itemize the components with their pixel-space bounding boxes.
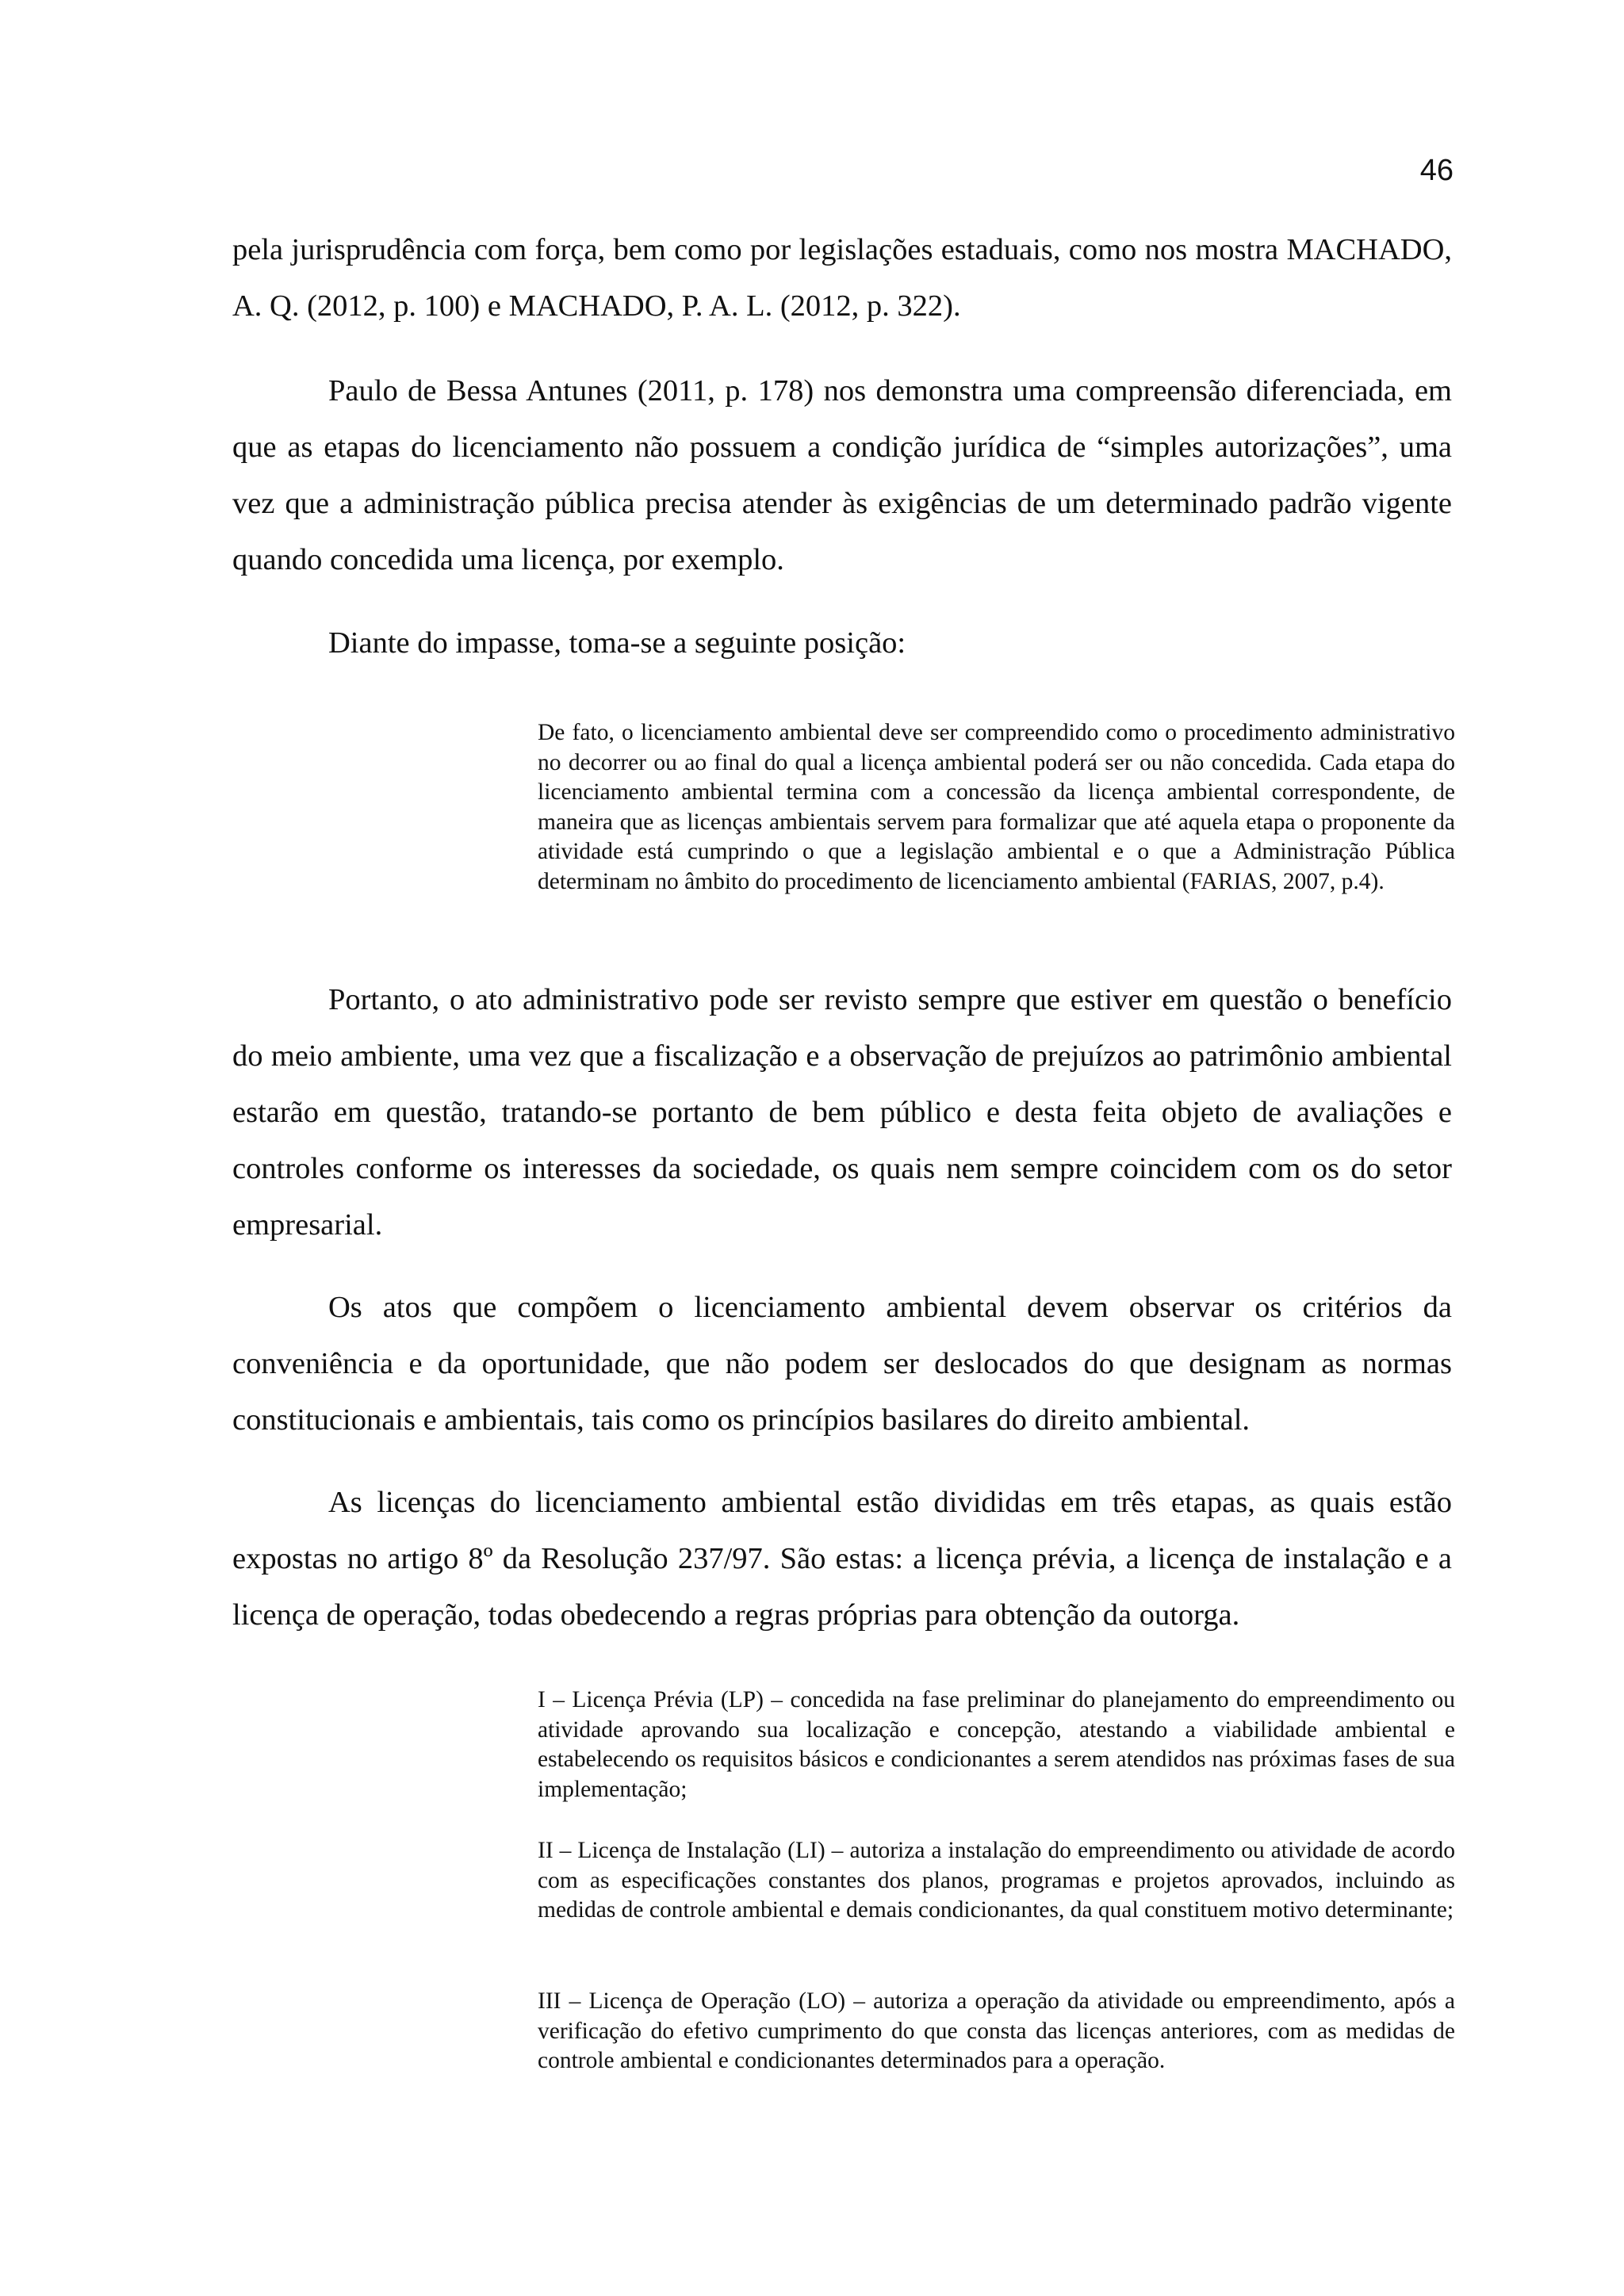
paragraph-administrative-act: Portanto, o ato administrativo pode ser revisto sempre que estiver em questão o benefício do meio ambiente, uma vez que a fiscalização e a observação de prejuízos ao patrimônio ambiental estarão em questão, tratando-se portanto de bem público e desta feita objeto de avaliações e controles conforme os interesses da sociedade, os quais nem sempre coincidem com os do setor empresarial. bbox=[232, 983, 1452, 1242]
paragraph-antunes: Paulo de Bessa Antunes (2011, p. 178) nos demonstra uma compreensão diferenciada, em que as etapas do licenciamento não possuem a condição jurídica de “simples autorizações”, uma vez que a administração pública precisa atender às exigências de um determinado padrão vigente quando concedida uma licença, por exemplo. bbox=[232, 374, 1452, 576]
paragraph-position: Diante do impasse, toma-se a seguinte posição: bbox=[328, 626, 906, 660]
paragraph-continuation: pela jurisprudência com força, bem como por legislações estaduais, como nos mostra MACHADO, A. Q. (2012, p. 100) e MACHADO, P. A. L. (2012, p. 322). bbox=[232, 233, 1452, 323]
block-quote-license-lp: I – Licença Prévia (LP) – concedida na fase preliminar do planejamento do empreendimento ou atividade aprovando sua localização e concepção, atestando a viabilidade ambiental e estabelecendo os requisitos básicos e condicionantes a serem atendidos nas próximas fases de sua implementação; bbox=[538, 1687, 1455, 1802]
block-quote-license-li: II – Licença de Instalação (LI) – autoriza a instalação do empreendimento ou atividade de acordo com as especificações constantes dos planos, programas e projetos aprovados, incluindo as medidas de controle ambiental e demais condicionantes, da qual constituem motivo determinante; bbox=[538, 1838, 1455, 1923]
block-quote-license-lo: III – Licença de Operação (LO) – autoriza a operação da atividade ou empreendimento, após a verificação do efetivo cumprimento do que consta das licenças anteriores, com as medidas de controle ambiental e condicionantes determinados para a operação. bbox=[538, 1988, 1455, 2073]
paragraph-license-stages: As licenças do licenciamento ambiental estão divididas em três etapas, as quais estão expostas no artigo 8º da Resolução 237/97. São estas: a licença prévia, a licença de instalação e a licença de operação, todas obedecendo a regras próprias para obtenção da outorga. bbox=[232, 1486, 1452, 1632]
page-number: 46 bbox=[1419, 154, 1454, 187]
paragraph-criteria: Os atos que compõem o licenciamento ambiental devem observar os critérios da conveniência e da oportunidade, que não podem ser deslocados do que designam as normas constitucionais e ambientais, tais como os princípios basilares do direito ambiental. bbox=[232, 1291, 1452, 1437]
block-quote-farias: De fato, o licenciamento ambiental deve ser compreendido como o procedimento administrativo no decorrer ou ao final do qual a licença ambiental poderá ser ou não concedida. Cada etapa do licenciamento ambiental termina com a concessão da licença ambiental correspondente, de maneira que as licenças ambientais servem para formalizar que até aquela etapa o proponente da atividade está cumprindo o que a legislação ambiental e o que a Administração Pública determinam no âmbito do procedimento de licenciamento ambiental (FARIAS, 2007, p.4). bbox=[538, 720, 1455, 894]
